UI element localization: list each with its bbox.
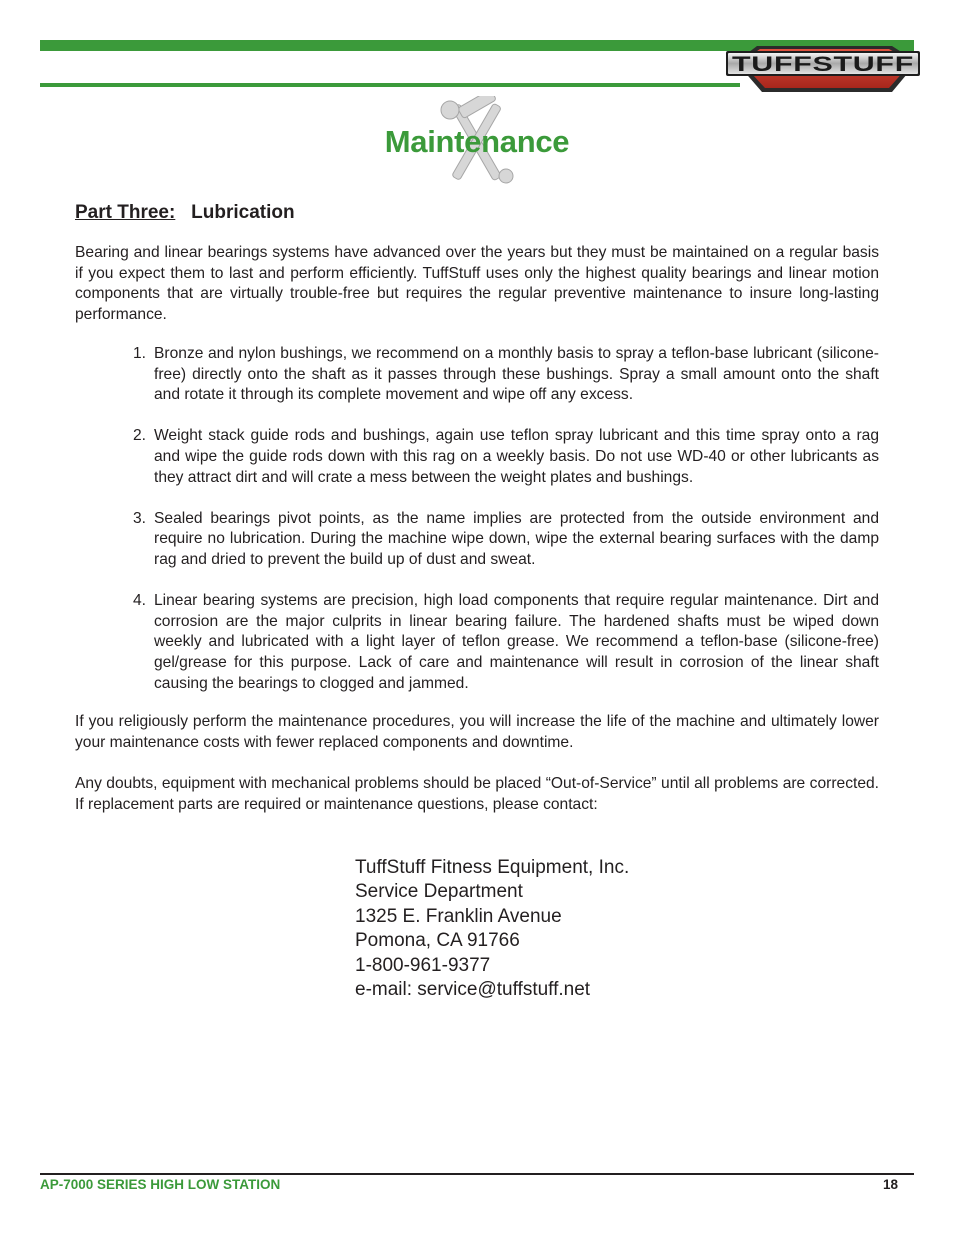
contact-department: Service Department [355, 881, 523, 903]
footer-divider [40, 1173, 914, 1175]
list-item [133, 344, 879, 406]
contact-city: Pomona, CA 91766 [355, 930, 520, 952]
list-item [133, 426, 879, 488]
contact-block [355, 856, 629, 1002]
intro-paragraph: Bearing and linear bearings systems have advanced over the years but they must be maintained on a regular basis if you expect them to last and perform efficiently. TuffStuff uses only the highest quality bearings and linear motion components that are virtually trouble-free but requires the regular preventive maintenance to insure long-lasting performance. [75, 244, 879, 323]
header-bar-bottom [40, 83, 740, 87]
list-item [133, 591, 879, 694]
list-item [133, 509, 879, 571]
list-item-text: Linear bearing systems are precision, high load components that require regular maintenance. Dirt and corrosion are the major culprits in linear bearing failure. The hardened shafts must be wiped down weekly and lubricated with a light layer of teflon grease. We recommend a teflon-base (silicone-free) gel/grease for this purpose. Lack of care and maintenance will result in corrosion of the linear shaft causing the bearings to clogged and jammed. [154, 592, 879, 692]
closing-paragraph-2: Any doubts, equipment with mechanical problems should be placed “Out-of-Service” until all problems are corrected. If replacement parts are required or maintenance questions, please contact: [75, 775, 879, 813]
contact-email: e-mail: service@tuffstuff.net [355, 979, 591, 1001]
page-title: Maintenance [384, 124, 570, 159]
page-number: 18 [882, 1177, 898, 1192]
list-item-text: Weight stack guide rods and bushings, again use teflon spray lubricant and this time spray onto a rag and wipe the guide rods down with this rag on a weekly basis. Do not use WD-40 or other lubricants as they attract dirt and will crate a mess between the weight plates and bushings. [154, 427, 879, 486]
list-item-number: 3. [133, 509, 147, 527]
list-item-number: 2. [133, 427, 147, 445]
tuffstuff-logo [722, 38, 928, 98]
section-heading-text: Lubrication [191, 202, 295, 223]
footer-product-name: AP-7000 SERIES HIGH LOW STATION [40, 1177, 281, 1192]
contact-phone: 1-800-961-9377 [355, 954, 491, 976]
list-item-text: Sealed bearings pivot points, as the name implies are protected from the outside environment and require no lubrication. During the machine wipe down, wipe the external bearing surfaces with the damp rag and dried to prevent the build up of dust and sweat. [154, 509, 879, 568]
list-item-text: Bronze and nylon bushings, we recommend on a monthly basis to spray a teflon-base lubricant (silicone-free) directly onto the shaft as it passes through these bushings. Spray a small amount onto the shaft and rotate it through its complete movement and wipe off any excess. [154, 345, 879, 404]
section-heading [75, 202, 295, 224]
closing-paragraph-1: If you religiously perform the maintenance procedures, you will increase the life of the machine and ultimately lower your maintenance costs with fewer replaced components and downtime. [75, 713, 879, 751]
contact-street: 1325 E. Franklin Avenue [355, 905, 562, 927]
contact-company: TuffStuff Fitness Equipment, Inc. [355, 857, 630, 878]
list-item-number: 4. [133, 592, 147, 610]
list-item-number: 1. [133, 345, 147, 362]
section-heading-prefix: Part Three: [75, 202, 176, 223]
lubrication-list [133, 344, 879, 715]
logo-text: TUFFSTUFF [732, 53, 914, 76]
